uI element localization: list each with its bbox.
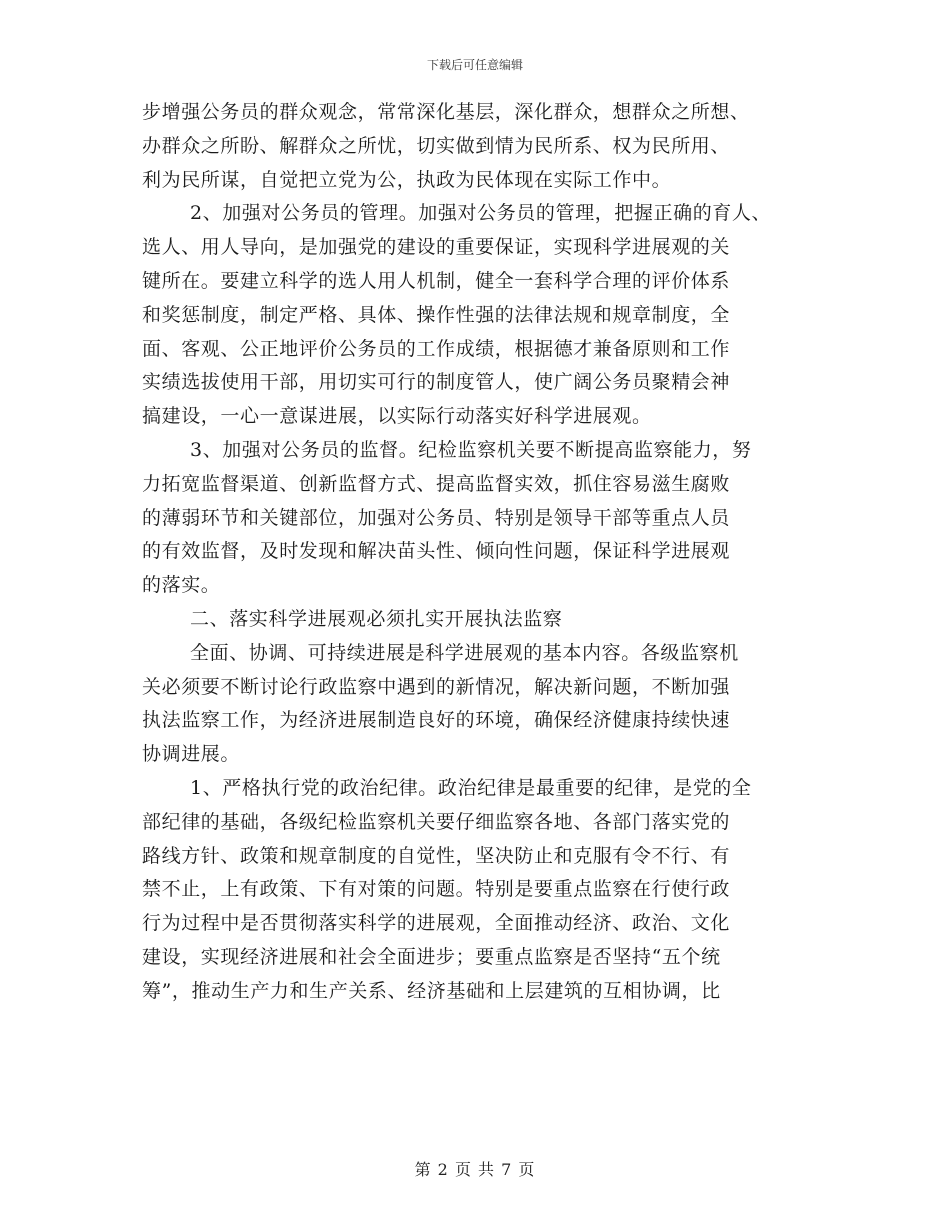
- body-line: 步增强公务员的群众观念，常常深化基层，深化群众，想群众之所想、: [142, 101, 750, 123]
- paragraph-start: 1、严格执行党的政治纪律。政治纪律是最重要的纪律，是党的全: [190, 776, 752, 799]
- body-line: 的有效监督，及时发现和解决苗头性、倾向性问题，保证科学进展观: [142, 540, 731, 563]
- document-body: [142, 96, 822, 1009]
- page-footer: 第 2 页 共 7 页: [414, 1160, 536, 1179]
- body-line: 实绩选拔使用干部，用切实可行的制度管人，使广阔公务员聚精会神: [142, 371, 731, 394]
- body-line: 的落实。: [142, 574, 221, 597]
- body-line: 路线方针、政策和规章制度的自觉性，坚决防止和克服有令不行、有: [142, 844, 731, 867]
- body-line: 建设，实现经济进展和社会全面进步；要重点监察是否坚持“五个统: [142, 945, 721, 968]
- paragraph-start: 全面、协调、可持续进展是科学进展观的基本内容。各级监察机: [190, 641, 739, 664]
- body-line: 部纪律的基础，各级纪检监察机关要仔细监察各地、各部门落实党的: [142, 810, 731, 833]
- paragraph-start: 2、加强对公务员的管理。加强对公务员的管理，把握正确的育人、: [190, 202, 772, 225]
- body-line: 搞建设，一心一意谋进展，以实际行动落实好科学进展观。: [142, 405, 652, 428]
- body-line: 面、客观、公正地评价公务员的工作成绩，根据德才兼备原则和工作: [142, 337, 731, 360]
- body-line: 办群众之所盼、解群众之所忧，切实做到情为民所系、权为民所用、: [142, 134, 731, 157]
- body-line: 关必须要不断讨论行政监察中遇到的新情况，解决新问题，不断加强: [142, 675, 731, 698]
- body-line: 执法监察工作，为经济进展制造良好的环境，确保经济健康持续快速: [142, 709, 731, 732]
- body-line: 键所在。要建立科学的选人用人机制，健全一套科学合理的评价体系: [142, 269, 731, 292]
- body-line: 行为过程中是否贯彻落实科学的进展观，全面推动经济、政治、文化: [142, 912, 731, 935]
- body-line: 禁不止，上有政策、下有对策的问题。特别是要重点监察在行使行政: [142, 878, 731, 901]
- page-header: 下载后可任意编辑: [426, 58, 523, 72]
- body-line: 力拓宽监督渠道、创新监督方式、提高监督实效，抓住容易滋生腐败: [142, 472, 731, 495]
- body-line: 利为民所谋，自觉把立党为公，执政为民体现在实际工作中。: [142, 168, 672, 191]
- body-line: 选人、用人导向，是加强党的建设的重要保证，实现科学进展观的关: [142, 236, 731, 259]
- section-heading: 二、落实科学进展观必须扎实开展执法监察: [190, 607, 563, 630]
- body-line: 筹”，推动生产力和生产关系、经济基础和上层建筑的互相协调，比: [142, 979, 721, 1002]
- body-line: 协调进展。: [142, 743, 241, 766]
- paragraph-start: 3、加强对公务员的监督。纪检监察机关要不断提高监察能力，努: [190, 438, 752, 461]
- body-line: 和奖惩制度，制定严格、具体、操作性强的法律法规和规章制度，全: [142, 303, 731, 326]
- body-line: 的薄弱环节和关键部位，加强对公务员、特别是领导干部等重点人员: [142, 506, 731, 529]
